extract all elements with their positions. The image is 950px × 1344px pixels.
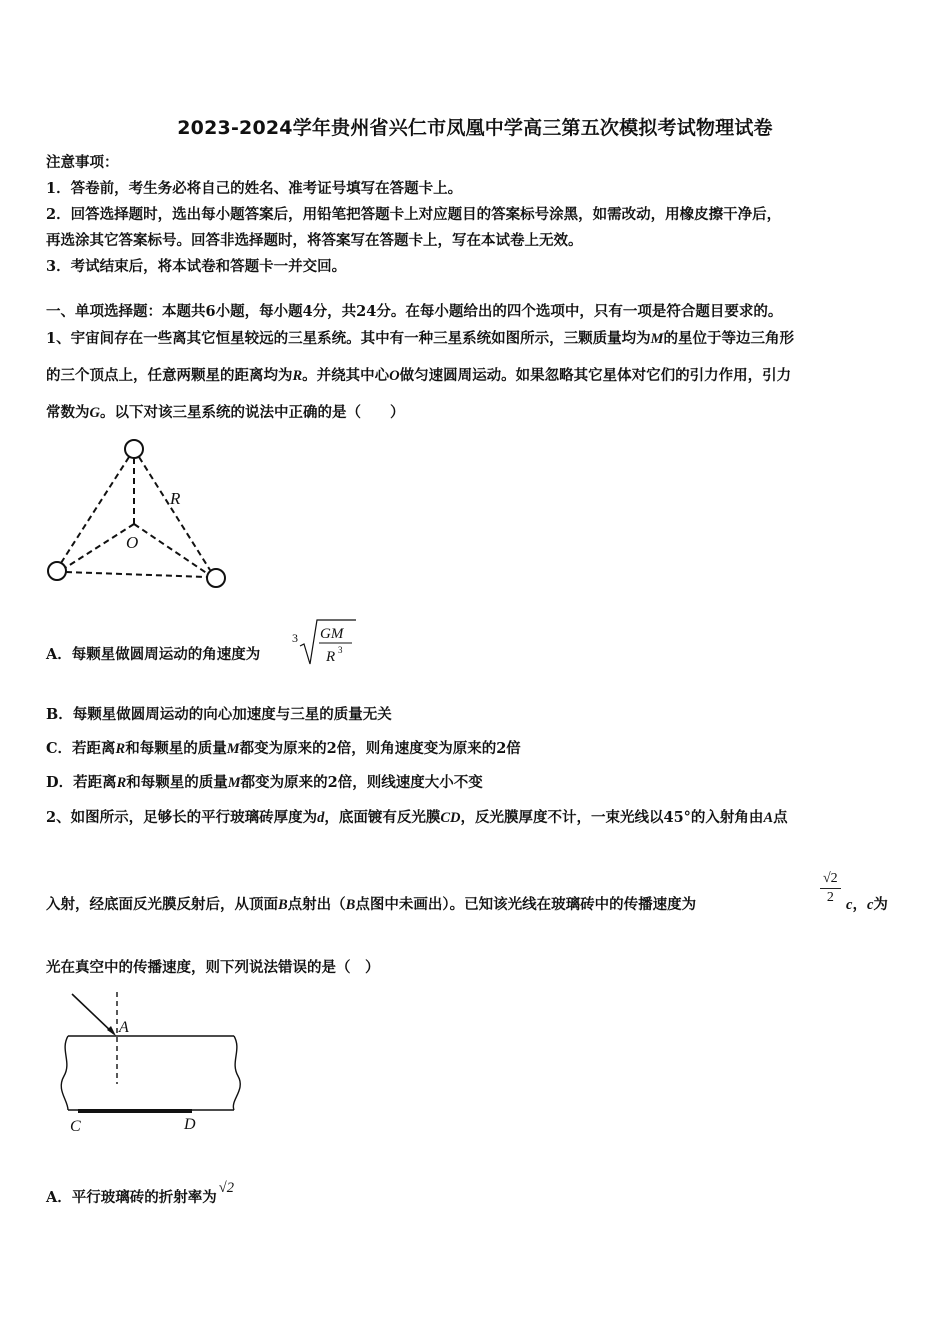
notice-heading: 注意事项： xyxy=(46,154,119,171)
glass-slab-figure xyxy=(46,990,246,1140)
q2-text: 2、如图所示，足够长的平行玻璃砖厚度为 xyxy=(46,809,318,826)
q1-text: 的三个顶点上，任意两颗星的距离均为 xyxy=(46,367,293,384)
sqrt2-value: √2 xyxy=(218,1180,234,1196)
q2-line-2-tail xyxy=(846,893,888,914)
page-title: 2023-2024学年贵州省兴仁市凤凰中学高三第五次模拟考试物理试卷 xyxy=(177,117,773,139)
notice-item-2: 2．回答选择题时，选出每小题答案后，用铅笔把答题卡上对应题目的答案标号涂黑，如需改动，用橡皮擦干净后， xyxy=(46,206,782,223)
q1-option-d xyxy=(46,771,483,792)
q2-option-a xyxy=(46,1180,234,1207)
q2-line-1 xyxy=(46,806,788,827)
incident-ray xyxy=(72,994,114,1034)
section-heading: 一、单项选择题：本题共6小题，每小题4分，共24分。在每小题给出的四个选项中，只有一项是符合题目要求的。 xyxy=(46,303,783,320)
ray-arrow xyxy=(107,1026,116,1036)
label-A: A xyxy=(119,1019,129,1036)
speed-numerator: √2 xyxy=(820,870,841,889)
symbol-B: B xyxy=(345,897,356,913)
q2-text: 点 xyxy=(773,809,788,826)
q1-line-3 xyxy=(46,401,404,422)
slab-right-edge xyxy=(233,1036,240,1110)
symbol-O: O xyxy=(389,368,400,384)
q1-text: 都变为原来的2倍，则线速度大小不变 xyxy=(240,774,483,791)
symbol-A: A xyxy=(763,810,774,826)
q2-line-3: 光在真空中的传播速度，则下列说法错误的是（ ） xyxy=(46,959,380,976)
q2-text: ， xyxy=(852,896,867,913)
label-C: C xyxy=(70,1118,81,1135)
notice-item-2-cont: 再选涂其它答案标号。回答非选择题时，将答案写在答题卡上，写在本试卷上无效。 xyxy=(46,232,583,249)
q1-text: 和每颗星的质量 xyxy=(125,740,227,757)
q1-text: 1、宇宙间存在一些离其它恒星较远的三星系统。其中有一种三星系统如图所示，三颗质量均为 xyxy=(46,330,651,347)
q1-text: 的星位于等边三角形 xyxy=(663,330,794,347)
root-index: 3 xyxy=(292,631,298,645)
q1-text: C．若距离 xyxy=(46,740,116,757)
star-right xyxy=(207,569,225,587)
q2-text: 入射，经底面反光膜反射后，从顶面 xyxy=(46,896,278,913)
q1-line-1 xyxy=(46,327,794,348)
speed-fraction xyxy=(820,870,841,907)
side-top-right xyxy=(139,457,210,570)
label-R: R xyxy=(170,489,181,508)
q2-text: 点射出（ xyxy=(287,896,346,913)
notice-item-3: 3．考试结束后，将本试卷和答题卡一并交回。 xyxy=(46,258,347,275)
q2-text: 点图中未画出）。已知该光线在玻璃砖中的传播速度为 xyxy=(355,896,697,913)
q1-text: 做匀速圆周运动。如果忽略其它星体对它们的引力作用，引力 xyxy=(399,367,792,384)
q2-text: ，反光膜厚度不计，一束光线以45°的入射角由 xyxy=(460,809,764,826)
symbol-M: M xyxy=(226,741,240,757)
star-left xyxy=(48,562,66,580)
q2-text: 为 xyxy=(873,896,888,913)
symbol-M: M xyxy=(227,775,241,791)
center-to-right xyxy=(134,524,208,574)
formula-denominator: R xyxy=(326,649,336,665)
symbol-M: M xyxy=(650,331,664,347)
symbol-d: d xyxy=(317,810,325,826)
center-to-left xyxy=(65,524,134,568)
q1-option-a xyxy=(46,643,260,664)
slab-left-edge xyxy=(61,1036,68,1110)
side-bottom xyxy=(66,572,207,577)
star-top xyxy=(125,440,143,458)
label-D: D xyxy=(184,1116,196,1133)
symbol-R: R xyxy=(292,368,303,384)
symbol-R: R xyxy=(116,775,127,791)
side-top-left xyxy=(61,457,129,563)
q1-text: 。并绕其中心 xyxy=(302,367,390,384)
q1-line-2 xyxy=(46,364,791,385)
q1-text: 都变为原来的2倍，则角速度变为原来的2倍 xyxy=(239,740,521,757)
q1-text: 常数为 xyxy=(46,404,90,421)
notice-item-1: 1．答卷前，考生务必将自己的姓名、准考证号填写在答题卡上。 xyxy=(46,180,463,197)
symbol-c: c xyxy=(846,897,853,913)
symbol-CD: CD xyxy=(440,810,461,826)
symbol-B: B xyxy=(278,897,288,913)
formula-exponent: 3 xyxy=(338,645,343,655)
q2-line-2 xyxy=(46,893,696,914)
q1-text: 。以下对该三星系统的说法中正确的是（ ） xyxy=(99,404,405,421)
symbol-R: R xyxy=(115,741,126,757)
q1-text: 和每颗星的质量 xyxy=(126,774,228,791)
q2-option-a-text: A．平行玻璃砖的折射率为 xyxy=(46,1189,217,1206)
q1-option-b: B．每颗星做圆周运动的向心加速度与三星的质量无关 xyxy=(46,706,392,723)
formula-numerator: GM xyxy=(320,626,344,642)
q2-text: ，底面镀有反光膜 xyxy=(324,809,441,826)
q1-text: D．若距离 xyxy=(46,774,117,791)
speed-denominator: 2 xyxy=(826,890,834,905)
three-star-figure xyxy=(40,432,240,592)
cube-root-formula xyxy=(290,616,360,668)
label-O: O xyxy=(126,533,139,552)
symbol-c: c xyxy=(866,897,874,913)
q1-option-a-text: A．每颗星做圆周运动的角速度为 xyxy=(46,646,261,663)
symbol-G: G xyxy=(89,405,100,421)
q1-option-c xyxy=(46,737,521,758)
